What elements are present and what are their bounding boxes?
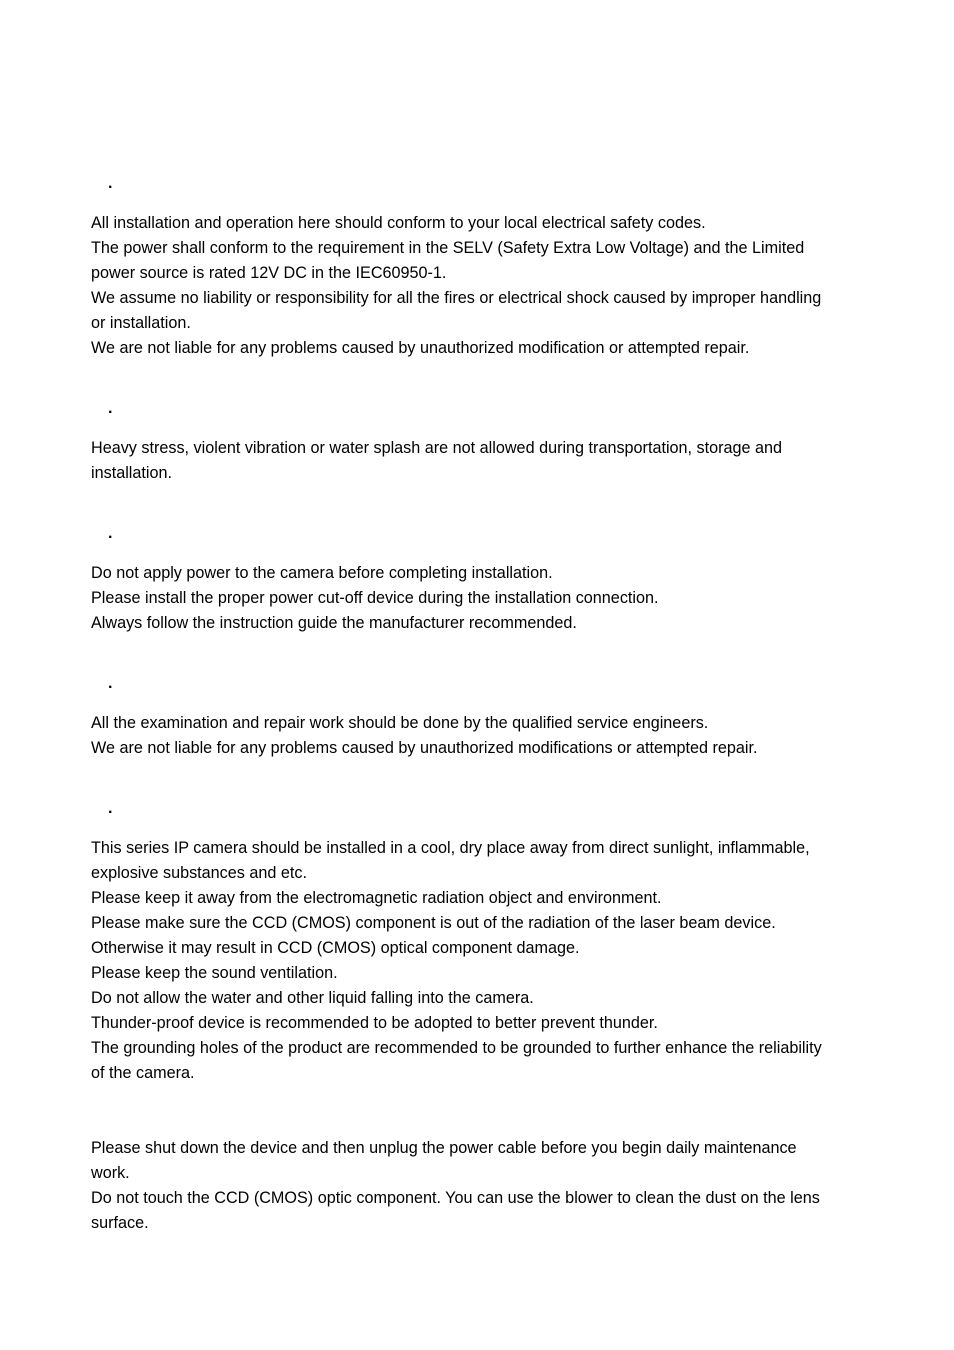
text-line: All the examination and repair work should be done by the qualified service engineers. bbox=[91, 714, 709, 732]
text-line: power source is rated 12V DC in the IEC60950-1. bbox=[91, 264, 447, 282]
text-line: Always follow the instruction guide the manufacturer recommended. bbox=[91, 614, 577, 632]
text-line: The power shall conform to the requirement in the SELV (Safety Extra Low Voltage) and the Limited bbox=[91, 239, 805, 257]
section-bullet: · bbox=[108, 529, 114, 546]
section-bullet: · bbox=[108, 404, 114, 421]
text-line: of the camera. bbox=[91, 1064, 195, 1082]
text-line: Please shut down the device and then unplug the power cable before you begin daily maintenance bbox=[91, 1139, 797, 1157]
text-line: Do not apply power to the camera before completing installation. bbox=[91, 564, 553, 582]
text-line: We are not liable for any problems caused by unauthorized modification or attempted repair. bbox=[91, 339, 750, 357]
text-line: or installation. bbox=[91, 314, 191, 332]
text-line: This series IP camera should be installed in a cool, dry place away from direct sunlight, inflammable, bbox=[91, 839, 810, 857]
installation-paragraph bbox=[91, 561, 866, 636]
text-line: work. bbox=[91, 1164, 130, 1182]
text-line: Please keep it away from the electromagnetic radiation object and environment. bbox=[91, 889, 662, 907]
section-bullet: · bbox=[108, 804, 114, 821]
electrical-safety-paragraph bbox=[91, 211, 866, 361]
text-line: Please make sure the CCD (CMOS) component is out of the radiation of the laser beam device. bbox=[91, 914, 776, 932]
repair-paragraph bbox=[91, 711, 866, 761]
text-line: Heavy stress, violent vibration or water splash are not allowed during transportation, storage and bbox=[91, 439, 783, 457]
text-line: All installation and operation here should conform to your local electrical safety codes. bbox=[91, 214, 706, 232]
section-bullet: · bbox=[108, 179, 114, 196]
text-line: The grounding holes of the product are recommended to be grounded to further enhance the reliability bbox=[91, 1039, 822, 1057]
text-line: installation. bbox=[91, 464, 172, 482]
transportation-paragraph bbox=[91, 436, 866, 486]
environment-paragraph bbox=[91, 836, 866, 1086]
maintenance-paragraph bbox=[91, 1136, 866, 1236]
section-bullet: · bbox=[108, 679, 114, 696]
text-line: Thunder-proof device is recommended to be adopted to better prevent thunder. bbox=[91, 1014, 658, 1032]
text-line: We are not liable for any problems caused by unauthorized modifications or attempted repair. bbox=[91, 739, 758, 757]
text-line: Otherwise it may result in CCD (CMOS) optical component damage. bbox=[91, 939, 580, 957]
text-line: Do not touch the CCD (CMOS) optic component. You can use the blower to clean the dust on the lens bbox=[91, 1189, 820, 1207]
text-line: explosive substances and etc. bbox=[91, 864, 307, 882]
text-line: Please keep the sound ventilation. bbox=[91, 964, 338, 982]
text-line: Please install the proper power cut-off device during the installation connection. bbox=[91, 589, 659, 607]
text-line: surface. bbox=[91, 1214, 149, 1232]
text-line: We assume no liability or responsibility for all the fires or electrical shock caused by improper handling bbox=[91, 289, 822, 307]
text-line: Do not allow the water and other liquid falling into the camera. bbox=[91, 989, 534, 1007]
